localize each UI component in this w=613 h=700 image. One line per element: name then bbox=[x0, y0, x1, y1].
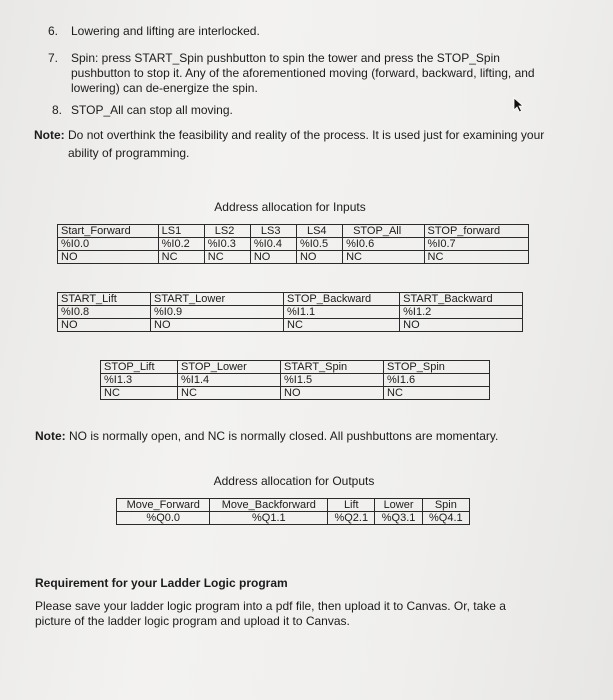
note-feasibility bbox=[34, 127, 594, 161]
list-text-line-1: Spin: press START_Spin pushbutton to spin the tower and press the STOP_Spin bbox=[71, 51, 500, 65]
table-cell: START_Lift bbox=[58, 293, 151, 306]
table-row-addresses bbox=[58, 306, 523, 319]
table-cell: NO bbox=[250, 251, 296, 264]
table-cell: STOP_Lift bbox=[101, 361, 178, 374]
table-cell: NC bbox=[424, 251, 528, 264]
note-label: Note: bbox=[34, 128, 65, 142]
table-cell: LS3 bbox=[250, 225, 296, 238]
outputs-caption: Address allocation for Outputs bbox=[213, 474, 375, 488]
note-no-nc bbox=[35, 428, 498, 444]
table-cell: NC bbox=[178, 387, 281, 400]
table-cell: %I0.9 bbox=[151, 306, 284, 319]
table-cell: STOP_All bbox=[343, 225, 424, 238]
table-cell: NC bbox=[204, 251, 250, 264]
table-cell: %I1.6 bbox=[384, 374, 490, 387]
table-row-headers bbox=[117, 499, 470, 512]
table-cell: NO bbox=[296, 251, 342, 264]
table-cell: %I0.7 bbox=[424, 238, 528, 251]
inputs-table-3 bbox=[100, 360, 490, 400]
table-cell: Lower bbox=[375, 499, 422, 512]
table-cell: %I0.6 bbox=[343, 238, 424, 251]
table-cell: NC bbox=[384, 387, 490, 400]
inputs-table-1 bbox=[57, 224, 529, 264]
outputs-table bbox=[116, 498, 470, 525]
mouse-cursor-icon bbox=[512, 97, 526, 113]
table-row-headers bbox=[101, 361, 490, 374]
table-cell: Move_Forward bbox=[117, 499, 210, 512]
table-cell: NO bbox=[281, 387, 384, 400]
table-cell: %I1.1 bbox=[284, 306, 400, 319]
table-row-headers bbox=[58, 293, 523, 306]
inputs-table-2 bbox=[57, 292, 523, 332]
table-cell: Lift bbox=[328, 499, 375, 512]
table-cell: %I0.3 bbox=[204, 238, 250, 251]
list-number: 7. bbox=[48, 51, 59, 65]
table-cell: %I0.5 bbox=[296, 238, 342, 251]
table-cell: %I0.4 bbox=[250, 238, 296, 251]
table-cell: START_Backward bbox=[400, 293, 523, 306]
table-cell: NO bbox=[58, 319, 151, 332]
table-cell: LS4 bbox=[296, 225, 342, 238]
table-cell: %I0.8 bbox=[58, 306, 151, 319]
table-cell: %Q0.0 bbox=[117, 512, 210, 525]
table-cell: %I1.3 bbox=[101, 374, 178, 387]
table-cell: %I1.5 bbox=[281, 374, 384, 387]
table-row-addresses bbox=[58, 238, 529, 251]
table-cell: Spin bbox=[422, 499, 469, 512]
table-row-addresses bbox=[117, 512, 470, 525]
requirement-text-line-1: Please save your ladder logic program into a pdf file, then upload it to Canvas. Or, take a bbox=[35, 599, 506, 613]
table-cell: START_Spin bbox=[281, 361, 384, 374]
list-text-line-2: pushbutton to stop it. Any of the aforementioned moving (forward, backward, lifting, and bbox=[71, 66, 535, 80]
list-number: 6. bbox=[48, 24, 59, 38]
table-cell: %I1.4 bbox=[178, 374, 281, 387]
note-text-line-1: Do not overthink the feasibility and reality of the process. It is used just for examining your bbox=[68, 128, 545, 142]
table-cell: NC bbox=[101, 387, 178, 400]
table-cell: %Q1.1 bbox=[210, 512, 328, 525]
table-cell: LS2 bbox=[204, 225, 250, 238]
table-cell: NO bbox=[58, 251, 159, 264]
table-cell: %Q2.1 bbox=[328, 512, 375, 525]
list-number: 8. bbox=[52, 103, 63, 117]
table-cell: STOP_Lower bbox=[178, 361, 281, 374]
table-row-types bbox=[58, 319, 523, 332]
table-cell: Start_Forward bbox=[58, 225, 159, 238]
requirement-text-line-2: picture of the ladder logic program and upload it to Canvas. bbox=[35, 614, 350, 628]
table-cell: %I1.2 bbox=[400, 306, 523, 319]
table-cell: %I0.2 bbox=[158, 238, 204, 251]
table-cell: Move_Backforward bbox=[210, 499, 328, 512]
list-text-line-3: lowering) can de-energize the spin. bbox=[71, 81, 258, 95]
table-cell: NC bbox=[284, 319, 400, 332]
table-cell: NC bbox=[158, 251, 204, 264]
table-cell: STOP_Spin bbox=[384, 361, 490, 374]
table-cell: %I0.0 bbox=[58, 238, 159, 251]
list-text: STOP_All can stop all moving. bbox=[71, 103, 233, 117]
note-label: Note: bbox=[35, 429, 66, 443]
table-row-headers bbox=[58, 225, 529, 238]
table-row-types bbox=[58, 251, 529, 264]
list-text: Lowering and lifting are interlocked. bbox=[71, 24, 260, 38]
table-cell: NO bbox=[151, 319, 284, 332]
table-cell: %Q4.1 bbox=[422, 512, 469, 525]
table-cell: NO bbox=[400, 319, 523, 332]
table-row-types bbox=[101, 387, 490, 400]
table-cell: LS1 bbox=[158, 225, 204, 238]
table-cell: %Q3.1 bbox=[375, 512, 422, 525]
table-row-addresses bbox=[101, 374, 490, 387]
inputs-caption: Address allocation for Inputs bbox=[214, 200, 366, 214]
table-cell: STOP_forward bbox=[424, 225, 528, 238]
table-cell: STOP_Backward bbox=[284, 293, 400, 306]
note-text-line-2: ability of programming. bbox=[68, 146, 190, 160]
requirement-heading: Requirement for your Ladder Logic program bbox=[35, 576, 288, 590]
table-cell: START_Lower bbox=[151, 293, 284, 306]
note-text: NO is normally open, and NC is normally closed. All pushbuttons are momentary. bbox=[69, 429, 499, 443]
table-cell: NC bbox=[343, 251, 424, 264]
